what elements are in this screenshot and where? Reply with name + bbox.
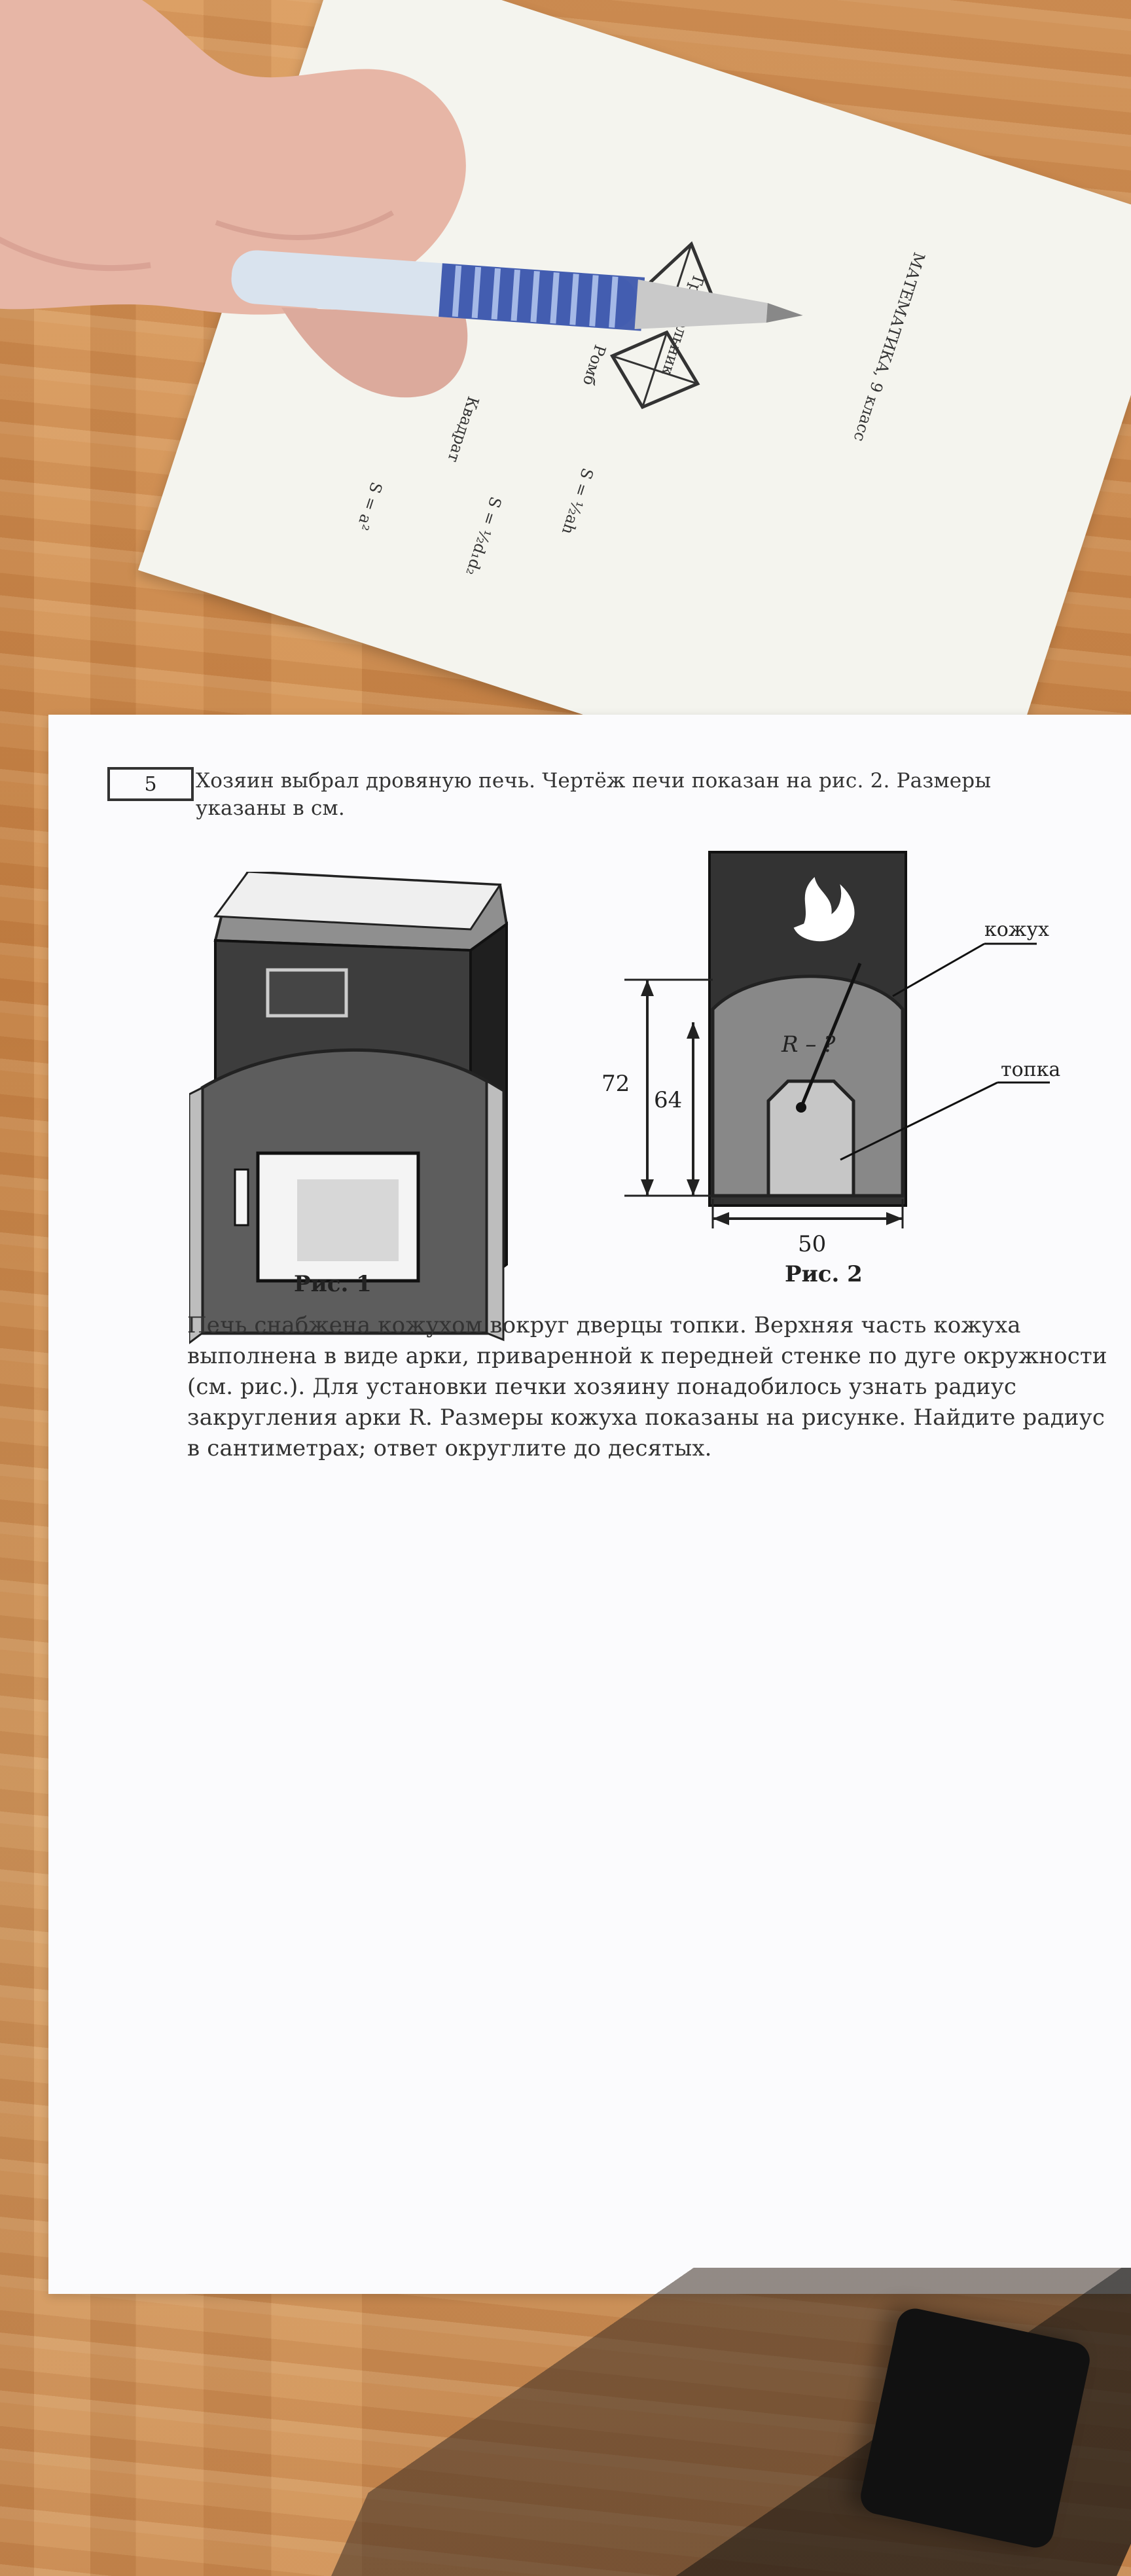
problem-line-1: Печь снабжена кожухом вокруг дверцы топки. Верхняя часть кожуха [187,1312,1021,1338]
task-number: 5 [144,772,157,796]
square-formula: S = a² [353,480,386,533]
figure-1-caption: Рис. 1 [294,1271,372,1297]
casing-label: кожух [984,918,1049,941]
height-64-label: 64 [654,1087,683,1113]
problem-line-4: закругления арки R. Размеры кожуха показаны на рисунке. Найдите радиус [187,1404,1105,1431]
task-intro-line-2: указаны в см. [196,796,345,820]
problem-line-2: выполнена в виде арки, приваренной к передней стенке по дуге окружности [187,1343,1107,1369]
problem-statement [187,1310,1110,1464]
radius-question-label: R – ? [781,1031,836,1058]
rhombus-formula: S = ½d₁d₂ [462,494,505,578]
worksheet-page [48,715,1131,2294]
triangle-formula: S = ½ah [558,465,597,537]
reference-sheet-header: МАТЕМАТИКА, 9 класс [850,250,929,444]
rhombus-label: Ромб [579,342,610,388]
firebox-label: топка [1001,1058,1061,1081]
task-intro-line-1: Хозяин выбрал дровяную печь. Чертёж печи показан на рис. 2. Размеры [196,769,992,793]
height-72-label: 72 [601,1071,630,1097]
problem-line-3: (см. рис.). Для установки печки хозяину понадобилось узнать радиус [187,1374,1017,1400]
square-label: Квадрат [444,394,483,465]
task-number-box [107,767,194,801]
width-50-label: 50 [798,1231,827,1257]
task-intro [196,767,1047,822]
figure-2-caption: Рис. 2 [785,1261,863,1287]
problem-line-5: в сантиметрах; ответ округлите до десятых. [187,1435,712,1461]
